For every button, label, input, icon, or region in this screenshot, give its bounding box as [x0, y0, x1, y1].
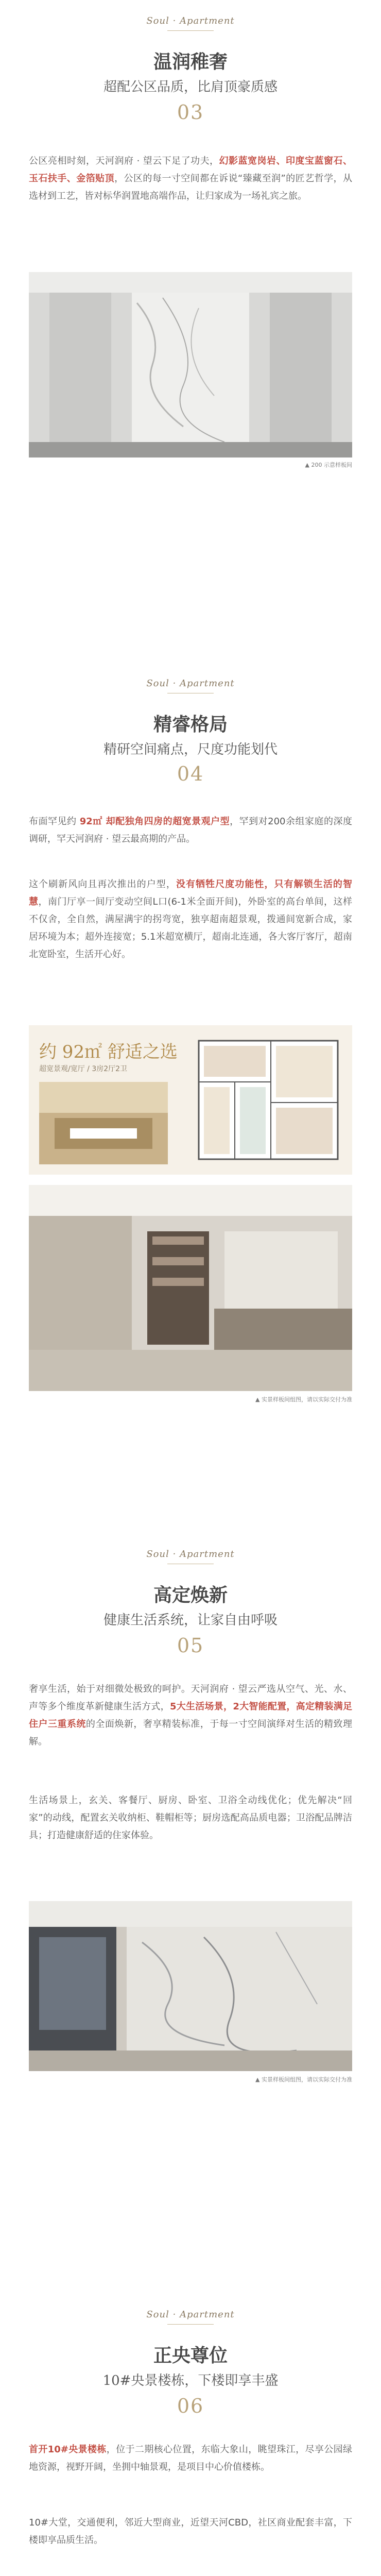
section-number: 05	[177, 1634, 204, 1657]
para-highlight: 没有牺牲尺度功能性，只有解锁生活的智慧	[29, 879, 352, 907]
section-subtitle: 精研空间痛点，尺度功能划代	[103, 742, 278, 757]
living-room-photo	[29, 1901, 352, 2071]
para-highlight: 5大生活场景，2大智能配置，高定精装满足住户三重系统	[29, 1701, 352, 1730]
section-subtitle: 超配公区品质，比肩顶豪质感	[103, 79, 278, 95]
section-subtitle: 健康生活系统，让家自由呼吸	[103, 1613, 278, 1628]
para-highlight: 幻影蓝宽岗岩、印度宝蓝窗石、玉石扶手、金箔贴顶	[29, 156, 352, 184]
para-text: 的全面焕新，奢享精装标准，于每一寸空间演绎对生活的精致理解。	[29, 1719, 353, 1747]
brand-logo	[0, 2309, 381, 2325]
kitchen-photo	[29, 1185, 352, 1391]
section-title: 正央尊位	[153, 2345, 228, 2366]
brand-logo	[0, 15, 381, 31]
para-text: ，位于二期核心位置，东临大象山，眺望珠江，尽享公园绿地资源，视野开阔，坐拥中轴景观，是项目中心价值楼栋。	[29, 2444, 352, 2472]
section-title: 温润稚奢	[153, 51, 228, 73]
para-text: 奢享生活，始于对细微处极致的呵护。天河润府 · 望云严选从空气、光、水、声等多个维度革新健康生活方式，	[29, 1684, 352, 1712]
section-number: 04	[177, 762, 204, 785]
para-highlight: 92㎡ 却配独角四房的超宽景观户型	[79, 816, 230, 827]
logo-divider	[167, 2324, 214, 2325]
floor-plan-card	[29, 1025, 352, 1175]
floor-plan-subtitle: 超宽景观/宽厅 / 3房2厅2卫	[39, 1065, 128, 1073]
brand-logo-text: Soul · Apartment	[146, 2309, 235, 2320]
marble-lobby-photo	[29, 272, 352, 457]
para-text: 公区亮相时刻，天河润府 · 望云下足了功夫，	[29, 156, 219, 166]
para-text: ，罕到对200余组家庭的深度调研，罕天河润府 · 望云最高期的产品。	[29, 816, 352, 844]
floor-plan-diagram	[194, 1036, 343, 1164]
brand-logo	[0, 678, 381, 693]
brand-logo-text: Soul · Apartment	[146, 678, 235, 689]
photo-caption: ▲ 实景样板间组图，请以实际交付为准	[255, 1396, 352, 1403]
section-subtitle: 10#央景楼栋，下楼即享丰盛	[102, 2373, 279, 2388]
section-title: 高定焕新	[153, 1584, 228, 1606]
section-paragraph: 10#大堂，交通便利，邻近大型商业，近望天河CBD，社区商业配套丰富，下楼即享品质生活。	[29, 2517, 352, 2546]
para-text: 这个刷新风向且再次推出的户型，	[29, 879, 176, 890]
para-highlight: 首开10#央景楼栋	[29, 2444, 107, 2455]
section-number: 03	[177, 101, 204, 124]
brand-logo-text: Soul · Apartment	[146, 1549, 235, 1560]
section-paragraph: 生活场景上，玄关、客餐厅、厨房、卧室、卫浴全动线优化；优先解决“回家”的动线，配置玄关收纳柜、鞋帽柜等；厨房选配高品质电器；卫浴配品牌洁具；打造健康舒适的住家体验。	[29, 1795, 352, 1841]
floor-plan-title: 约 92㎡ 舒适之选	[39, 1042, 178, 1062]
para-text: ，公区的每一寸空间都在诉说“臻藏至润”的匠艺哲学，从选材到工艺，皆对标华润置地高端作品，让归家成为一场礼宾之旅。	[29, 173, 352, 201]
logo-divider	[167, 30, 214, 31]
section-title: 精睿格局	[153, 714, 228, 735]
section-paragraph	[29, 152, 352, 205]
section-paragraph	[29, 876, 352, 963]
para-text: ，南门厅享一间厅变动空间L口(6-1米全面开间)，外卧室的高台单间，这样不仅舍，全自然，满屋满宇的拐弯宽，独享超南超景观，拨通间宽新合成，家居环境为本；超外连接宽；5.1米超宽横厅，超南北连通，各大客厅客厅，超南北宽卧室，生活开心好。	[29, 896, 353, 960]
section-paragraph	[29, 2441, 352, 2476]
para-text: 布面罕见约	[29, 816, 80, 827]
photo-caption: ▲ 200 示意样板间	[305, 462, 352, 468]
section-number: 06	[177, 2395, 204, 2417]
floor-plan-photo	[39, 1082, 168, 1164]
brand-logo-text: Soul · Apartment	[146, 15, 235, 26]
section-paragraph	[29, 813, 352, 848]
section-paragraph	[29, 1681, 352, 1751]
photo-caption: ▲ 实景样板间组图，请以实际交付为准	[255, 2076, 352, 2083]
brand-logo	[0, 1549, 381, 1564]
